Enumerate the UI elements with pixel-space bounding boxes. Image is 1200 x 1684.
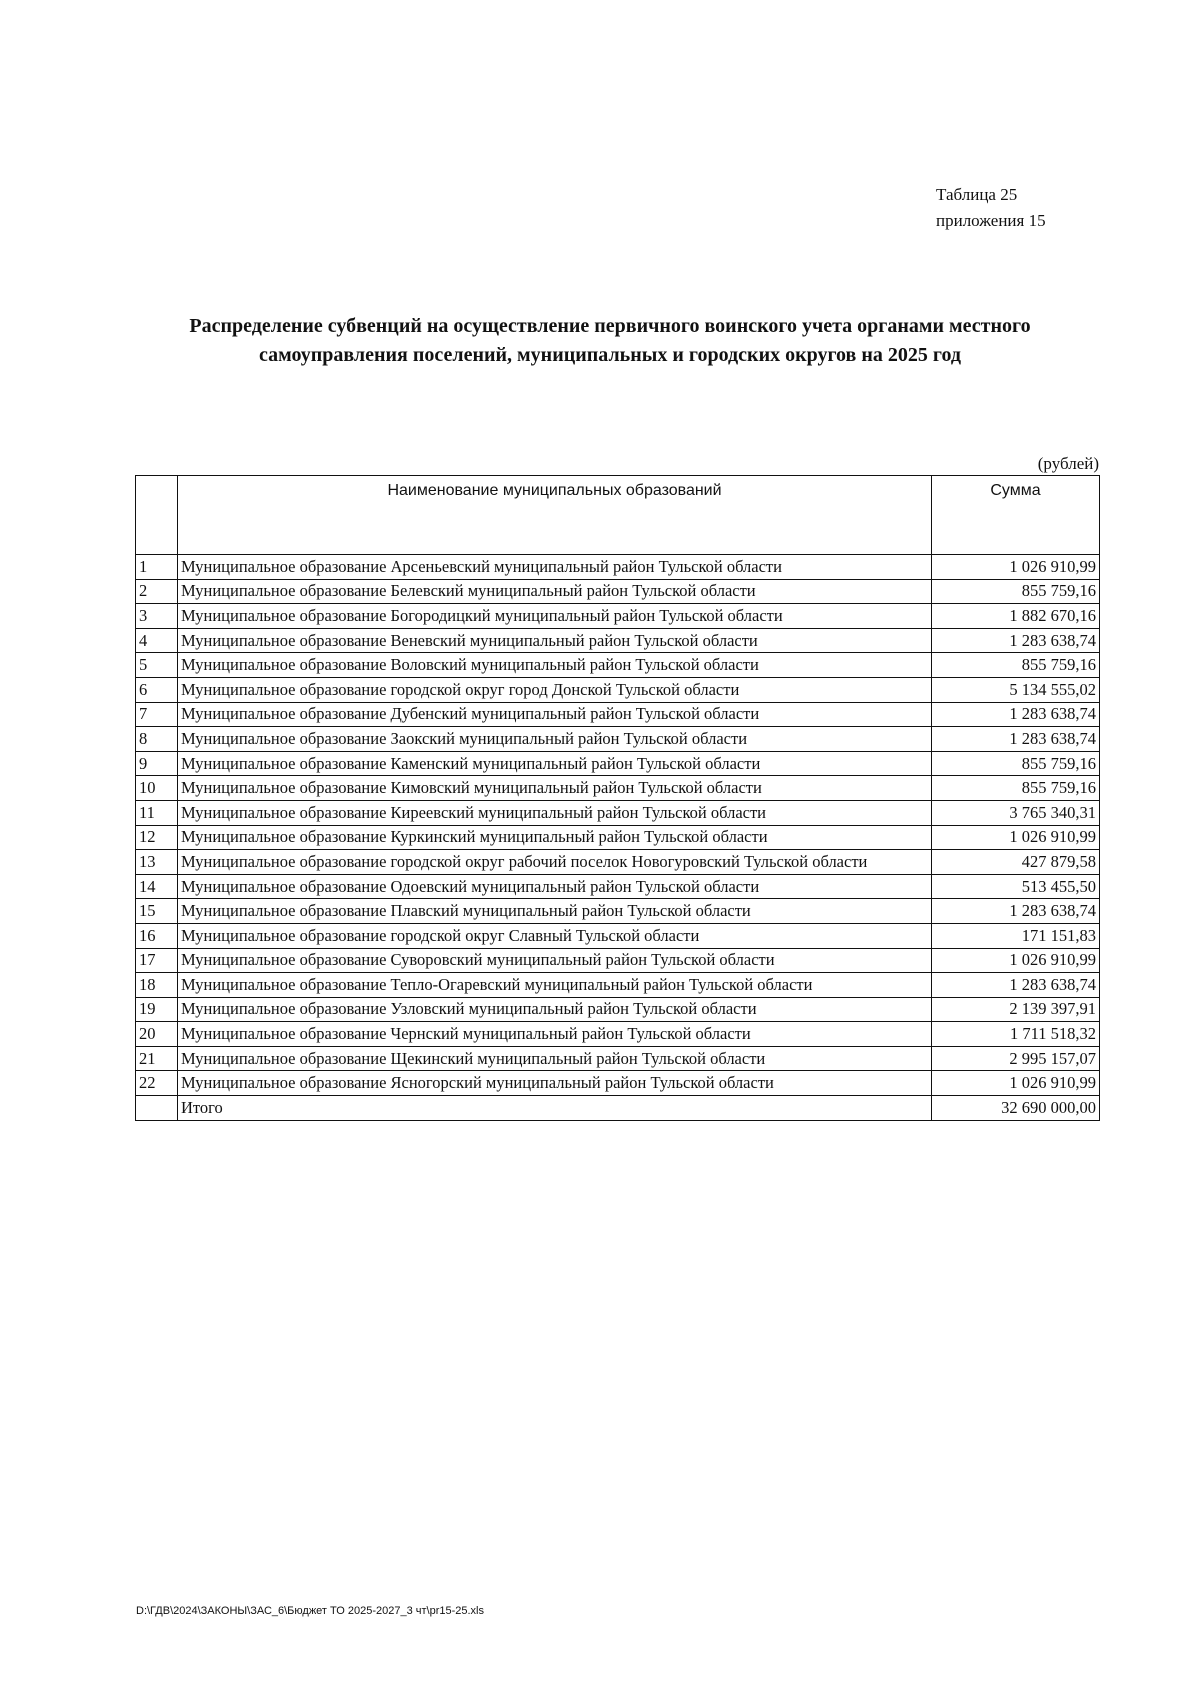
municipality-name: Муниципальное образование Куркинский муниципальный район Тульской области	[178, 825, 932, 850]
total-number-cell	[136, 1096, 178, 1121]
municipality-name: Муниципальное образование городской округ город Донской Тульской области	[178, 677, 932, 702]
subvention-amount: 5 134 555,02	[932, 677, 1100, 702]
table-row	[136, 800, 1100, 825]
subvention-amount: 1 283 638,74	[932, 727, 1100, 752]
row-number: 2	[136, 579, 178, 604]
municipality-name: Муниципальное образование Заокский муниципальный район Тульской области	[178, 727, 932, 752]
title-line-1: Распределение субвенций на осуществление первичного воинского учета органами местного	[189, 315, 1031, 337]
municipality-name: Муниципальное образование Суворовский муниципальный район Тульской области	[178, 948, 932, 973]
municipality-name: Муниципальное образование городской округ Славный Тульской области	[178, 923, 932, 948]
subvention-amount: 171 151,83	[932, 923, 1100, 948]
table-body	[136, 555, 1100, 1096]
title-line-2: самоуправления поселений, муниципальных и городских округов на 2025 год	[258, 344, 962, 366]
subvention-amount: 1 283 638,74	[932, 628, 1100, 653]
row-number: 18	[136, 973, 178, 998]
row-number: 16	[136, 923, 178, 948]
row-number: 14	[136, 874, 178, 899]
subvention-amount: 513 455,50	[932, 874, 1100, 899]
municipality-name: Муниципальное образование Тепло-Огаревский муниципальный район Тульской области	[178, 973, 932, 998]
row-number: 1	[136, 555, 178, 580]
subvention-amount: 855 759,16	[932, 579, 1100, 604]
subvention-amount: 1 283 638,74	[932, 702, 1100, 727]
row-number: 12	[136, 825, 178, 850]
municipality-name: Муниципальное образование Кимовский муниципальный район Тульской области	[178, 776, 932, 801]
municipality-name: Муниципальное образование Дубенский муниципальный район Тульской области	[178, 702, 932, 727]
row-number: 8	[136, 727, 178, 752]
municipality-name: Муниципальное образование Каменский муниципальный район Тульской области	[178, 751, 932, 776]
row-number: 21	[136, 1046, 178, 1071]
table-row	[136, 1071, 1100, 1096]
table-row	[136, 997, 1100, 1022]
document-title	[150, 312, 1070, 370]
municipality-name: Муниципальное образование Богородицкий муниципальный район Тульской области	[178, 604, 932, 629]
table-row	[136, 1046, 1100, 1071]
subvention-amount: 1 026 910,99	[932, 1071, 1100, 1096]
subvention-amount: 855 759,16	[932, 751, 1100, 776]
municipality-name: Муниципальное образование Щекинский муниципальный район Тульской области	[178, 1046, 932, 1071]
municipality-name: Муниципальное образование Узловский муниципальный район Тульской области	[178, 997, 932, 1022]
subvention-amount: 2 995 157,07	[932, 1046, 1100, 1071]
table-row	[136, 579, 1100, 604]
subvention-amount: 3 765 340,31	[932, 800, 1100, 825]
subvention-amount: 1 711 518,32	[932, 1022, 1100, 1047]
table-row	[136, 555, 1100, 580]
table-row	[136, 850, 1100, 875]
subvention-amount: 1 026 910,99	[932, 825, 1100, 850]
row-number: 19	[136, 997, 178, 1022]
table-row	[136, 973, 1100, 998]
total-label: Итого	[178, 1096, 932, 1121]
row-number: 5	[136, 653, 178, 678]
table-row	[136, 899, 1100, 924]
row-number: 11	[136, 800, 178, 825]
municipality-name: Муниципальное образование Арсеньевский муниципальный район Тульской области	[178, 555, 932, 580]
subvention-amount: 855 759,16	[932, 776, 1100, 801]
municipality-name: Муниципальное образование Плавский муниципальный район Тульской области	[178, 899, 932, 924]
appendix-ref: приложения 15	[936, 211, 1046, 230]
table-row	[136, 702, 1100, 727]
table-label-block	[936, 182, 1046, 234]
units-label: (рублей)	[1037, 454, 1099, 473]
row-number: 3	[136, 604, 178, 629]
allocation-table	[135, 475, 1100, 1121]
municipality-name: Муниципальное образование Воловский муниципальный район Тульской области	[178, 653, 932, 678]
subvention-amount: 1 283 638,74	[932, 973, 1100, 998]
table-header-row	[136, 476, 1100, 555]
municipality-name: Муниципальное образование Ясногорский муниципальный район Тульской области	[178, 1071, 932, 1096]
table-row	[136, 653, 1100, 678]
municipality-name: Муниципальное образование городской округ рабочий поселок Новогуровский Тульской области	[178, 850, 932, 875]
total-row	[136, 1096, 1100, 1121]
row-number: 9	[136, 751, 178, 776]
table-row	[136, 727, 1100, 752]
table-row	[136, 604, 1100, 629]
table-row	[136, 948, 1100, 973]
municipality-name: Муниципальное образование Одоевский муниципальный район Тульской области	[178, 874, 932, 899]
subvention-amount: 1 026 910,99	[932, 555, 1100, 580]
row-number: 4	[136, 628, 178, 653]
subvention-amount: 855 759,16	[932, 653, 1100, 678]
row-number: 22	[136, 1071, 178, 1096]
row-number: 17	[136, 948, 178, 973]
table-row	[136, 677, 1100, 702]
row-number: 15	[136, 899, 178, 924]
municipality-name: Муниципальное образование Веневский муниципальный район Тульской области	[178, 628, 932, 653]
subvention-amount: 1 283 638,74	[932, 899, 1100, 924]
row-number: 10	[136, 776, 178, 801]
table-row	[136, 825, 1100, 850]
total-sum: 32 690 000,00	[932, 1096, 1100, 1121]
table-number: Таблица 25	[936, 185, 1018, 204]
municipality-name: Муниципальное образование Киреевский муниципальный район Тульской области	[178, 800, 932, 825]
row-number: 20	[136, 1022, 178, 1047]
file-path-footer: D:\ГДВ\2024\ЗАКОНЫ\ЗАС_6\Бюджет ТО 2025-2027_3 чт\pr15-25.xls	[136, 1605, 485, 1617]
subvention-amount: 1 882 670,16	[932, 604, 1100, 629]
row-number: 6	[136, 677, 178, 702]
table-row	[136, 776, 1100, 801]
header-sum-cell: Сумма	[932, 476, 1100, 555]
table-row	[136, 874, 1100, 899]
row-number: 7	[136, 702, 178, 727]
header-number-cell	[136, 476, 178, 555]
subvention-amount: 1 026 910,99	[932, 948, 1100, 973]
municipality-name: Муниципальное образование Белевский муниципальный район Тульской области	[178, 579, 932, 604]
municipality-name: Муниципальное образование Чернский муниципальный район Тульской области	[178, 1022, 932, 1047]
subvention-amount: 2 139 397,91	[932, 997, 1100, 1022]
table-row	[136, 751, 1100, 776]
row-number: 13	[136, 850, 178, 875]
header-name-cell: Наименование муниципальных образований	[178, 476, 932, 555]
table-row	[136, 628, 1100, 653]
table-row	[136, 1022, 1100, 1047]
table-row	[136, 923, 1100, 948]
subvention-amount: 427 879,58	[932, 850, 1100, 875]
